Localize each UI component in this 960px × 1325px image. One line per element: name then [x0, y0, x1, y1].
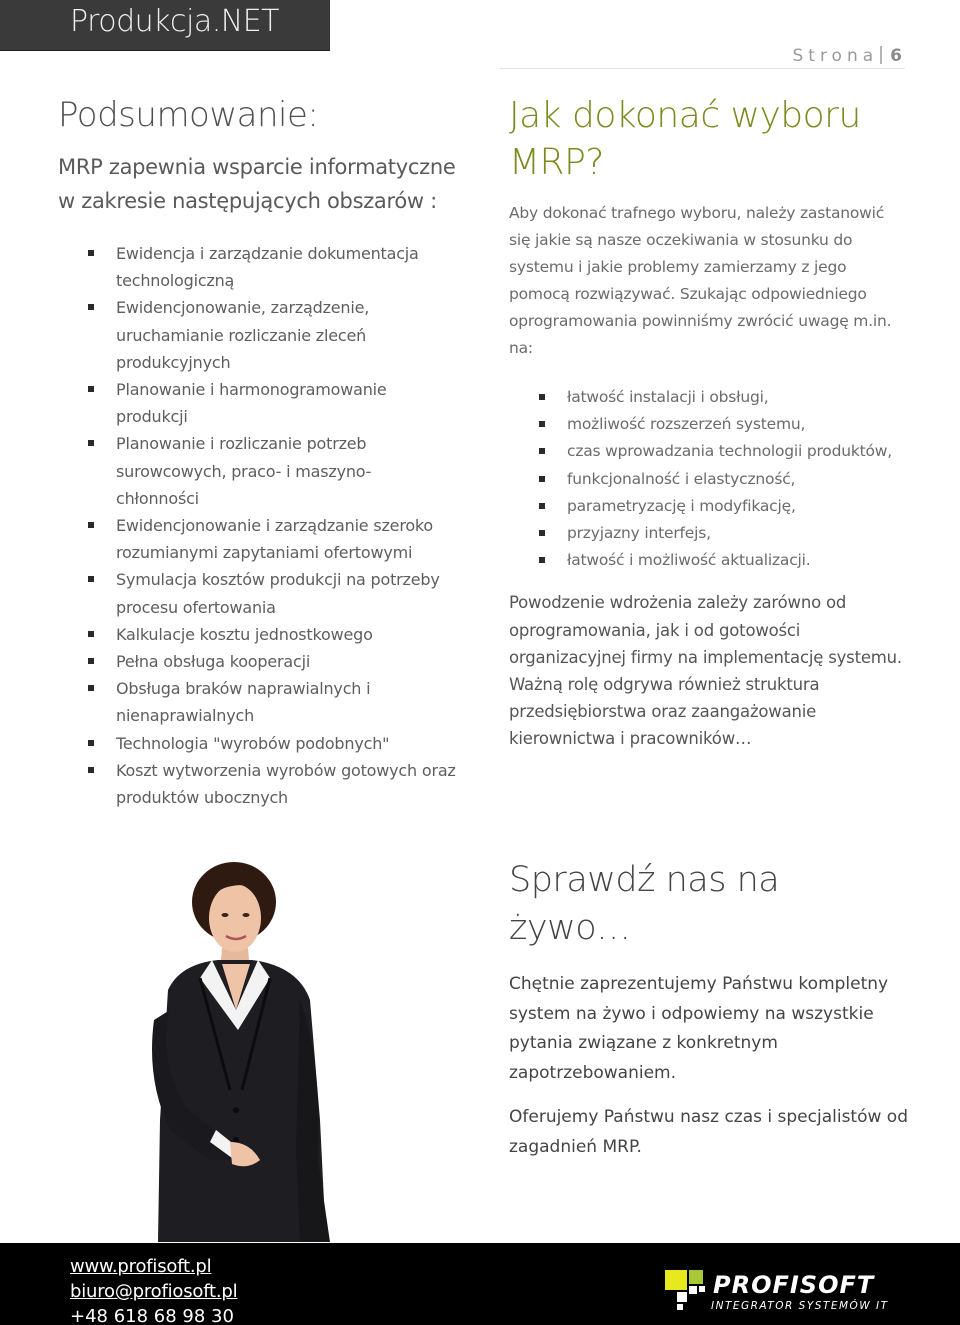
bullet-icon: [539, 503, 545, 509]
list-item: [88, 376, 458, 430]
list-item-text: możliwość rozszerzeń systemu,: [567, 415, 806, 434]
page-number: 6: [890, 46, 902, 66]
page-label-text: Strona: [792, 46, 879, 66]
choice-paragraph: Powodzenie wdrożenia zależy zarówno od oprogramowania, jak i od gotowości organizacyjnej firmy na implementację systemu. Ważną rolę odgrywa również struktura przedsiębiorstwa oraz zaangażowanie kierownictwa i pracowników…: [509, 593, 902, 749]
list-item: [539, 438, 909, 465]
bullet-icon: [88, 740, 94, 746]
bullet-icon: [539, 476, 545, 482]
page-separator: [880, 46, 882, 64]
footer-contact: [70, 1254, 237, 1325]
live-paragraph-2: Oferujemy Państwu nasz czas i specjalistów od zagadnień MRP.: [509, 1107, 908, 1157]
list-item-text: Ewidencjonowanie, zarządzenie, uruchamianie rozliczanie zleceń produkcyjnych: [116, 298, 370, 372]
website-link[interactable]: www.profisoft.pl: [70, 1256, 212, 1277]
list-item: [88, 675, 458, 729]
list-item: [88, 294, 458, 376]
summary-intro: MRP zapewnia wsparcie informatyczne w zakresie następujących obszarów :: [58, 155, 456, 213]
list-item-text: Ewidencjonowanie i zarządzanie szeroko rozumianymi zapytaniami ofertowymi: [116, 516, 434, 563]
list-item: [88, 512, 458, 566]
list-item-text: Kalkulacje kosztu jednostkowego: [116, 624, 373, 644]
summary-section: [58, 92, 458, 811]
bullet-icon: [88, 440, 94, 446]
bullet-icon: [88, 658, 94, 664]
list-item-text: parametryzację i modyfikację,: [567, 496, 796, 515]
list-item: [539, 493, 909, 520]
list-item: [88, 621, 458, 648]
choice-list: [539, 384, 909, 574]
summary-list: [88, 240, 458, 811]
list-item-text: funkcjonalność i elastyczność,: [567, 469, 796, 488]
list-item: [88, 757, 458, 811]
list-item: [88, 240, 458, 294]
bullet-icon: [88, 250, 94, 256]
bullet-icon: [88, 631, 94, 637]
businesswoman-photo: [150, 860, 350, 1242]
list-item-text: Planowanie i harmonogramowanie produkcji: [116, 380, 387, 427]
list-item-text: Technologia "wyrobów podobnych": [116, 733, 390, 753]
live-title: Sprawdź nas na żywo…: [509, 860, 780, 948]
bullet-icon: [539, 557, 545, 563]
live-section: [509, 856, 909, 1162]
choice-section: [509, 92, 909, 753]
logo-squares-icon: [665, 1270, 711, 1316]
summary-title: Podsumowanie:: [58, 95, 319, 135]
list-item: [539, 520, 909, 547]
bullet-icon: [539, 421, 545, 427]
list-item-text: czas wprowadzania technologii produktów,: [567, 442, 892, 461]
logo-name: PROFISOFT: [713, 1271, 875, 1299]
page-number-label: [792, 46, 902, 66]
list-item: [539, 411, 909, 438]
list-item-text: Pełna obsługa kooperacji: [116, 652, 311, 672]
footer: [0, 1243, 960, 1325]
header-title: Produkcja.NET: [70, 4, 279, 39]
list-item: [88, 730, 458, 757]
choice-title: Jak dokonać wyboru MRP?: [509, 95, 861, 183]
list-item: [539, 547, 909, 574]
list-item-text: Koszt wytworzenia wyrobów gotowych oraz produktów ubocznych: [116, 760, 456, 808]
logo-tagline: INTEGRATOR SYSTEMÓW IT: [711, 1300, 889, 1312]
bullet-icon: [88, 522, 94, 528]
live-paragraph-1: Chętnie zaprezentujemy Państwu kompletny system na żywo i odpowiemy na wszystkie pytania związane z konkretnym zapotrzebowaniem.: [509, 974, 889, 1083]
list-item-text: Obsługa braków naprawialnych i nienaprawialnych: [116, 679, 371, 726]
email-link[interactable]: biuro@profiosoft.pl: [70, 1281, 238, 1302]
list-item: [539, 466, 909, 493]
choice-text: Aby dokonać trafnego wyboru, należy zastanowić się jakie są nasze oczekiwania w stosunku do systemu i jakie problemy zamierzamy z jego pomocą rozwiązywać. Szukając odpowiedniego oprogramowania powinniśmy zwrócić uwagę m.in. na:: [509, 204, 892, 357]
bullet-icon: [88, 685, 94, 691]
bullet-icon: [539, 448, 545, 454]
list-item: [539, 384, 909, 411]
phone-number: +48 618 68 98 30: [70, 1306, 234, 1325]
list-item-text: przyjazny interfejs,: [567, 524, 711, 543]
bullet-icon: [539, 394, 545, 400]
profisoft-logo: [665, 1270, 905, 1318]
list-item-text: łatwość i możliwość aktualizacji.: [567, 551, 811, 570]
list-item-text: Symulacja kosztów produkcji na potrzeby procesu ofertowania: [116, 570, 440, 617]
list-item-text: Planowanie i rozliczanie potrzeb surowcowych, praco- i maszyno- chłonności: [116, 434, 372, 508]
bullet-icon: [88, 386, 94, 392]
bullet-icon: [88, 767, 94, 773]
list-item: [88, 566, 458, 620]
list-item: [88, 648, 458, 675]
bullet-icon: [88, 304, 94, 310]
list-item-text: łatwość instalacji i obsługi,: [567, 388, 769, 406]
page-divider: [500, 68, 905, 69]
list-item: [88, 430, 458, 512]
list-item-text: Ewidencja i zarządzanie dokumentacja technologiczną: [116, 244, 419, 291]
bullet-icon: [539, 530, 545, 536]
header-bar: [0, 0, 330, 51]
bullet-icon: [88, 576, 94, 582]
